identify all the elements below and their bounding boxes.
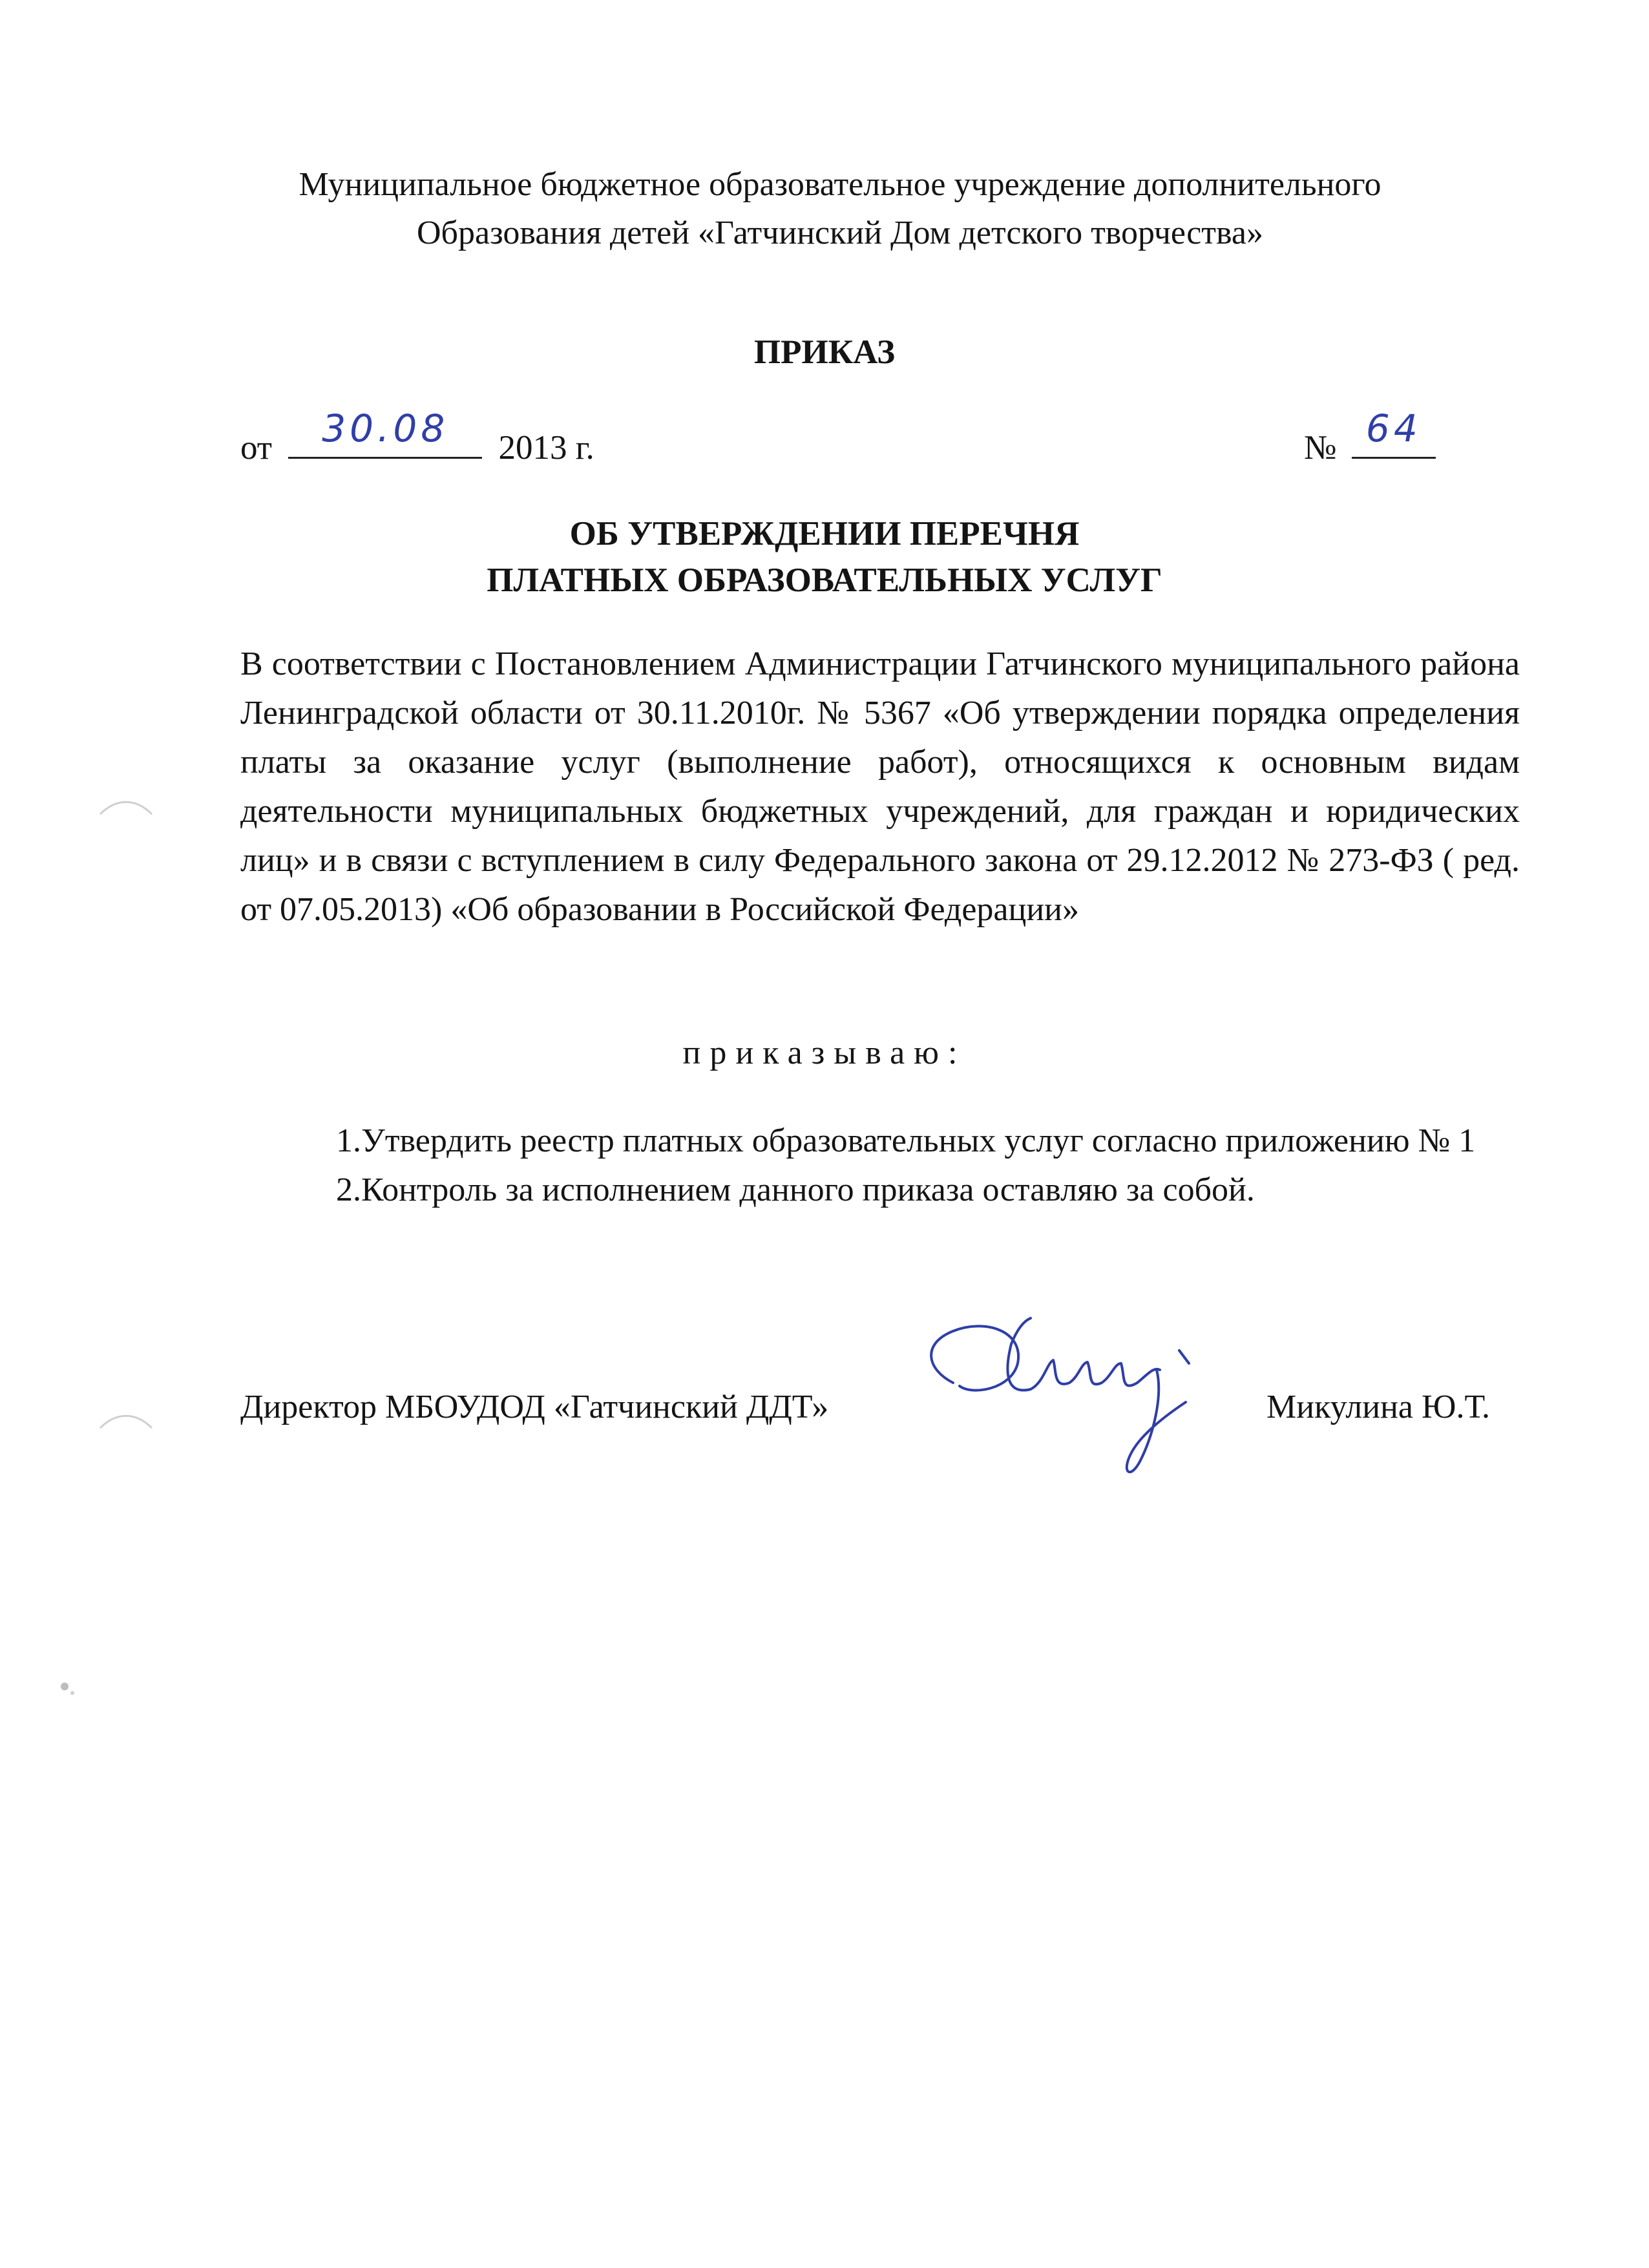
signature-stroke-tail bbox=[1127, 1370, 1186, 1472]
date-line bbox=[240, 406, 594, 467]
preamble-paragraph bbox=[240, 640, 1520, 934]
organization-line-2: Образования детей «Гатчинский Дом детского творчества» bbox=[417, 215, 1263, 251]
number-line bbox=[1304, 406, 1436, 467]
signature-stroke-top bbox=[1011, 1318, 1031, 1344]
signatory-position: Директор МБОУДОД «Гатчинский ДДТ» bbox=[240, 1389, 829, 1425]
order-item-2: 2.Контроль за исполнением данного приказа оставляю за собой. bbox=[336, 1171, 1255, 1208]
date-field bbox=[288, 406, 482, 459]
preamble-text: В соответствии с Постановлением Администрации Гатчинского муниципального района Ленинградской области от 30.11.2010г. № 5367 «Об утверждении порядка определения платы за оказание услуг (выполнение работ), относящихся к основным видам деятельности муниципальных бюджетных учреждений, для граждан и юридических лиц» и в связи с вступлением в силу Федерального закона от 29.12.2012 № 273-ФЗ ( ред. от 07.05.2013) «Об образовании в Российской Федерации» bbox=[240, 646, 1520, 928]
signature-stroke-body bbox=[1007, 1344, 1160, 1391]
scan-margin-mark bbox=[97, 795, 155, 834]
heading-line-2: ПЛАТНЫХ ОБРАЗОВАТЕЛЬНЫХ УСЛУГ bbox=[487, 562, 1162, 599]
date-prefix: от bbox=[240, 429, 272, 467]
order-items bbox=[336, 1117, 1520, 1215]
scan-speck bbox=[45, 1667, 84, 1706]
heading-line-1: ОБ УТВЕРЖДЕНИИ ПЕРЕЧНЯ bbox=[569, 515, 1080, 552]
handwritten-signature bbox=[914, 1305, 1224, 1499]
signatory-name: Микулина Ю.Т. bbox=[1266, 1389, 1490, 1425]
number-prefix: № bbox=[1304, 429, 1337, 467]
organization-line-1: Муниципальное бюджетное образовательное учреждение дополнительного bbox=[299, 166, 1381, 203]
document-title: ПРИКАЗ bbox=[753, 333, 896, 371]
order-word: приказываю: bbox=[682, 1034, 967, 1071]
handwritten-date: 30.08 bbox=[322, 406, 449, 450]
order-heading bbox=[0, 510, 1649, 604]
signature-stroke-tick bbox=[1179, 1350, 1189, 1363]
signature-stroke-loop bbox=[931, 1326, 1018, 1390]
date-year: 2013 г. bbox=[498, 429, 594, 467]
handwritten-number: 64 bbox=[1365, 406, 1422, 450]
number-field bbox=[1352, 406, 1436, 459]
organization-header bbox=[194, 160, 1486, 257]
order-item-1: 1.Утвердить реестр платных образовательных услуг согласно приложению № 1 bbox=[336, 1122, 1476, 1159]
scan-margin-mark bbox=[97, 1409, 155, 1447]
